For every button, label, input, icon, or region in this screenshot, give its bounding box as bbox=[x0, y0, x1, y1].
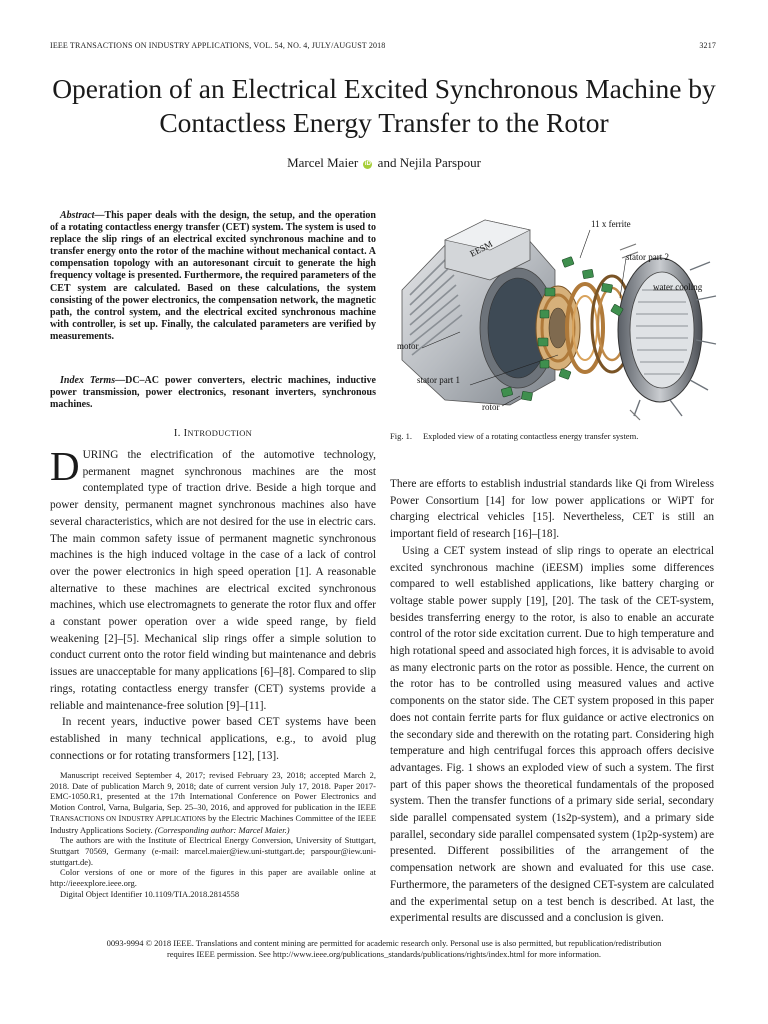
drop-cap: D bbox=[50, 443, 80, 489]
abstract bbox=[50, 210, 376, 343]
label-stator-part-1: stator part 1 bbox=[417, 375, 460, 385]
author-first: Marcel Maier bbox=[287, 155, 359, 170]
right-column-body bbox=[390, 476, 714, 927]
section-numeral: I. bbox=[173, 428, 181, 439]
paper-title: Operation of an Electrical Excited Synchronous Machine by Contactless Energy Transfer to the Rotor bbox=[52, 73, 716, 138]
footnote-color-versions: Color versions of one or more of the figures in this paper are available online at http://ieeexplore.ieee.org. bbox=[50, 867, 376, 889]
index-terms-text: —DC–AC power converters, electric machines, inductive power transmission, power electronics, resonant inverters, synchronous machines. bbox=[50, 375, 376, 411]
figure-1-caption-label: Fig. 1. bbox=[390, 431, 412, 441]
figure-1-caption-text: Exploded view of a rotating contactless energy transfer system. bbox=[422, 431, 639, 441]
intro-paragraph-2: In recent years, inductive power based CET systems have been established in many technical applications, e.g., to avoid plug connections or for rotating transformers [12], [13]. bbox=[50, 716, 376, 762]
journal-name: IEEE TRANSACTIONS ON INDUSTRY APPLICATIONS, VOL. 54, NO. 4, JULY/AUGUST 2018 bbox=[50, 41, 386, 50]
figure-1-exploded-view bbox=[390, 210, 718, 425]
figure-1-caption bbox=[390, 431, 714, 441]
right-paragraph-2: Using a CET system instead of slip rings to operate an electrical excited synchronous machine (iEESM) implies some differences compared to well established applications, like battery charging or voltage stable power supply [19], [20]. The task of the CET-system, besides transferring energy to the rotor, is also to enable an accurate control of the rotor side excitation current. Due to high temperature and high rotational speed and associated high forces, it is advisable to avoid as many electronic parts on the rotor as possible. Hence, the current on the rotor has to be controlled using measured values and active components on the stator side. The CET system proposed in this paper does not contain ferrite parts for flux guidance or active electronics on the secondary side and therewith on the rotating part. Considering high temperature and high centrifugal forces this approach offers decisive advantages. Fig. 1 shows an exploded view of such a system. The first part of this paper shows the theoretical fundamentals of the proposed system. Then the transfer functions of a primary side serial, secondary side parallel compensated system (1s2p-system), and a primary side parallel, secondary side parallel compensated system (1p2p-system) are presented. Different possibilities of the arrangement of the compensation network are shown and evaluated for this use case. Furthermore, the parameters of the designed CET-system are calculated and the experimental setup on a test bench is described. At last, the experimental results are discussed and a conclusion is given. bbox=[390, 544, 714, 925]
footnote-affiliation: The authors are with the Institute of Electrical Energy Conversion, University of Stuttgart, Stuttgart 70569, Germany (e-mail: marcel.maier@iew.uni-stuttgart.de; parspour@iew.uni-stuttgart.de). bbox=[50, 835, 376, 867]
abstract-label: Abstract bbox=[60, 210, 95, 221]
running-head bbox=[50, 41, 716, 50]
label-water-cooling: water cooling bbox=[653, 282, 703, 292]
page-number: 3217 bbox=[699, 41, 716, 50]
figure-1-drawing bbox=[390, 210, 718, 425]
footnote-doi: Digital Object Identifier 10.1109/TIA.2018.2814558 bbox=[60, 888, 240, 899]
section-title-rest: NTRODUCTION bbox=[187, 428, 253, 438]
footer-line-2: requires IEEE permission. See http://www.ieee.org/publications_standards/publications/rights/index.html for more information. bbox=[166, 949, 602, 959]
right-paragraph-1: There are efforts to establish industrial standards like Qi from Wireless Power Consortium [14] for low power applications or WiPT for charging electrical vehicles [15]. Nevertheless, CET is still an important field of research [16]–[18]. bbox=[390, 478, 714, 541]
label-rotor: rotor bbox=[482, 402, 500, 412]
label-stator-part-2: stator part 2 bbox=[626, 252, 669, 262]
copyright-footer bbox=[40, 938, 728, 960]
abstract-text: —This paper deals with the design, the setup, and the operation of a rotating contactless energy transfer (CET) system. The system is used to replace the slip rings of an electrical excited synchronous machine and to transfer energy onto the rotor of the machine without mechanical contact. A compensation topology with an autoresonant circuit to generate the high frequency voltage is presented. Furthermore, the required parameters of the CET system are calculated. Based on these calculations, the system consisting of the power electronics, the compensation network, the magnetic path, the control system, and the electrical excited synchronous machine with controller, is set up. Finally, the calculated parameters are verified by measurements. bbox=[50, 210, 376, 342]
author-connector: and bbox=[377, 155, 397, 170]
footnote-manuscript: Manuscript received September 4, 2017; revised February 23, 2018; accepted March 2, 2018. Date of publication March 9, 2018; date of current version July 17, 2018. Paper 2017-EMC-1050.R1, presented at the 17th International Conference on Power Electronics and Motion Control, Varna, Bulgaria, Sep. 25–30, 2016, and approved for publication in the IEEE TRANSACTIONS ON INDUSTRY APPLICATIONS by the Electric Machines Committee of the IEEE Industry Applications Society. (Corresponding author: Marcel Maier.) bbox=[50, 770, 377, 835]
footer-line-1: 0093-9994 © 2018 IEEE. Translations and content mining are permitted for academic research only. Personal use is also permitted, but republication/redistribution bbox=[106, 938, 662, 948]
footnotes bbox=[50, 770, 376, 899]
author-second: Nejila Parspour bbox=[399, 155, 481, 170]
box-label: EESM bbox=[468, 238, 495, 259]
corresponding-author: (Corresponding author: Marcel Maier.) bbox=[154, 824, 290, 835]
intro-paragraph-1 bbox=[50, 443, 376, 714]
index-terms bbox=[50, 375, 376, 411]
orcid-icon[interactable]: iD bbox=[364, 161, 371, 167]
index-terms-label: Index Terms bbox=[60, 375, 116, 386]
section-heading-introduction bbox=[50, 428, 376, 439]
label-motor: motor bbox=[397, 341, 419, 351]
introduction-body bbox=[50, 443, 376, 764]
section-title-initial: I bbox=[183, 428, 188, 439]
intro-paragraph-1-text: URING the electrification of the automotive technology, permanent magnet synchronous machines are the most contemplated type of traction drive. Beside a high torque and power density, permanent magnet synchronous machines also have several characteristics, which are not desired for the use in electric cars. The main common safety issue of permanent magnetic synchronous machines is the high induced voltage in the case of a lack of control over the power electronics in high speed operation [1]. A reasonable alternative to these machines are electrical excited synchronous machines, which use electromagnets to generate the rotor flux and offer a constant power operation over a wide speed range, by field weakening [2]–[5]. Mechanical slip rings offer a simple solution to conduct current onto the rotor field winding but maintenance and debris issues are unacceptable for many applications [6]–[8]. Compared to slip rings, rotating contactless energy transfer (CET) systems provide a reliable and maintenance-free solution [9]–[11]. bbox=[50, 449, 376, 712]
label-ferrite: 11 x ferrite bbox=[591, 219, 631, 229]
author-line bbox=[0, 155, 768, 171]
